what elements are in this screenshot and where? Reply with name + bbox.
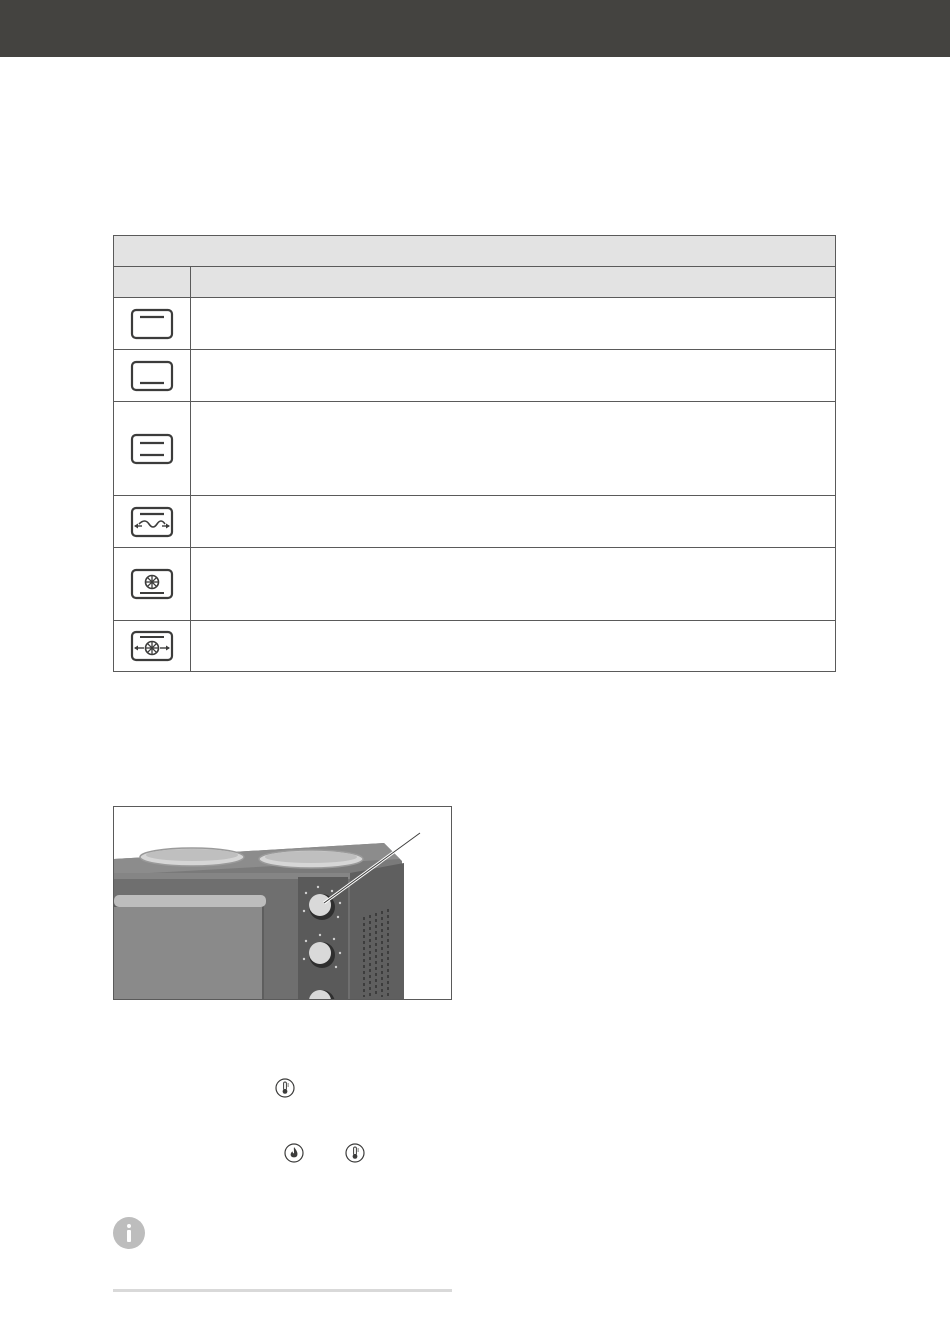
section-divider [113, 1289, 452, 1292]
info-icon [113, 1217, 145, 1249]
table-header-row [114, 267, 836, 298]
flame-icon [284, 1143, 304, 1163]
column-header-function [191, 267, 836, 298]
header-bar [0, 0, 950, 57]
row-description [191, 621, 836, 672]
bottom-heat-icon [130, 360, 174, 392]
fan-bottom-heat-icon [130, 568, 174, 600]
function-table [113, 235, 836, 672]
column-header-symbol [114, 267, 191, 298]
table-row [114, 496, 836, 548]
row-description [191, 350, 836, 402]
top-heat-convection-icon [130, 506, 174, 538]
row-description [191, 496, 836, 548]
table-row [114, 621, 836, 672]
thermometer-icon [345, 1143, 365, 1163]
table-title-row [114, 236, 836, 267]
table-row [114, 298, 836, 350]
top-bottom-heat-icon [130, 433, 174, 465]
thermometer-icon [275, 1078, 295, 1098]
table-title [114, 236, 836, 267]
top-heat-icon [130, 308, 174, 340]
table-row [114, 350, 836, 402]
table-row [114, 402, 836, 496]
row-description [191, 402, 836, 496]
table-row [114, 548, 836, 621]
oven-drawing [114, 807, 452, 1000]
row-description [191, 298, 836, 350]
row-description [191, 548, 836, 621]
oven-illustration [113, 806, 452, 1000]
fan-top-convection-icon [130, 630, 174, 662]
